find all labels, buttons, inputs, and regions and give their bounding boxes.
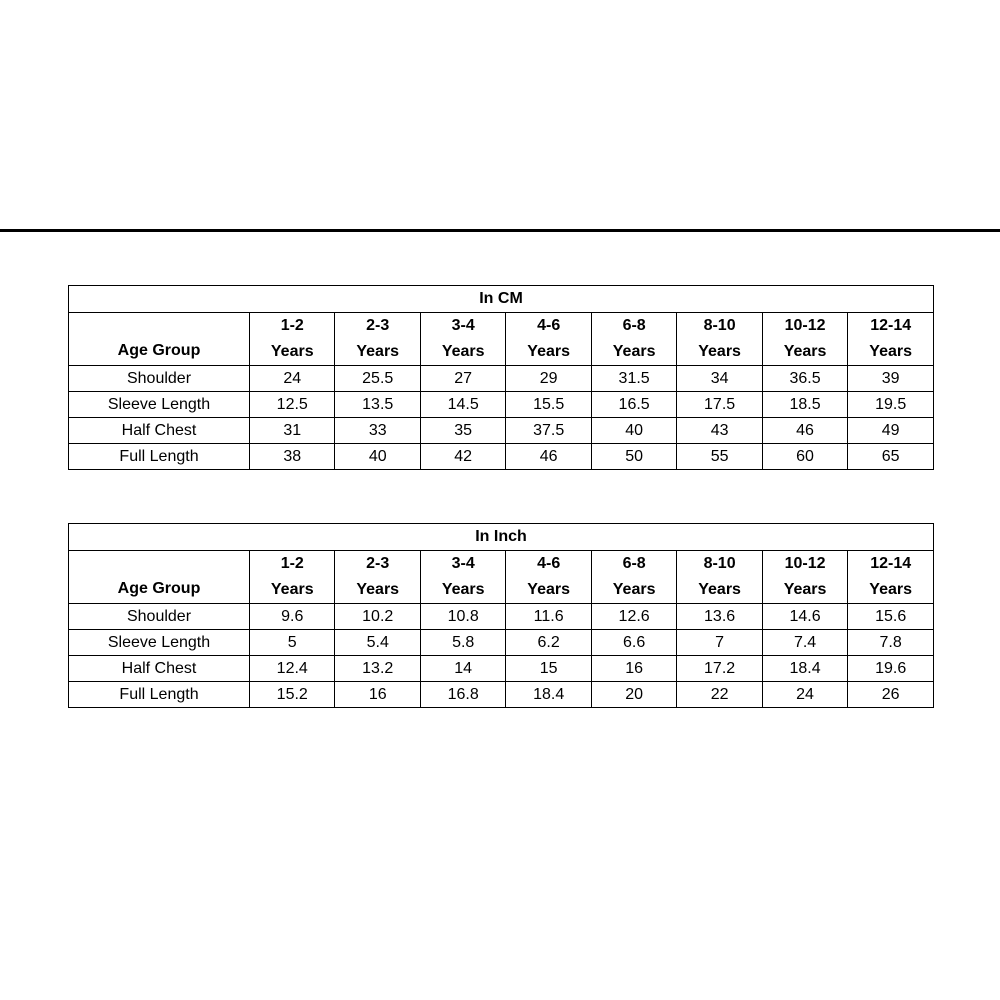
measurement-value: 11.6 (506, 604, 591, 630)
measurement-value: 17.5 (677, 392, 762, 418)
measurement-value: 50 (591, 444, 676, 470)
age-range-label: 6-8 (622, 555, 646, 572)
age-range-label: 6-8 (622, 317, 646, 334)
age-unit-label: Years (783, 343, 827, 360)
measurement-value: 25.5 (335, 366, 420, 392)
measurement-value: 12.5 (250, 392, 335, 418)
measurement-value: 14 (420, 656, 505, 682)
table-row (69, 604, 934, 630)
age-group-column-header (420, 551, 505, 604)
age-group-column-header (250, 313, 335, 366)
age-range-label: 12-14 (870, 555, 912, 572)
age-range-label: 2-3 (366, 317, 390, 334)
age-unit-label: Years (612, 581, 656, 598)
age-unit-label: Years (270, 581, 314, 598)
age-unit-label: Years (612, 343, 656, 360)
measurement-label: Shoulder (69, 604, 250, 630)
measurement-value: 19.5 (848, 392, 934, 418)
measurement-value: 65 (848, 444, 934, 470)
age-unit-label: Years (270, 343, 314, 360)
measurement-value: 18.4 (762, 656, 847, 682)
measurement-value: 31.5 (591, 366, 676, 392)
age-range-label: 12-14 (870, 317, 912, 334)
age-unit-label: Years (869, 343, 912, 360)
age-group-column-header (677, 551, 762, 604)
table-row (69, 630, 934, 656)
measurement-value: 7.4 (762, 630, 847, 656)
measurement-label: Shoulder (69, 366, 250, 392)
table-title-row (69, 524, 934, 551)
age-unit-label: Years (356, 581, 400, 598)
age-range-label: 1-2 (280, 555, 304, 572)
measurement-value: 17.2 (677, 656, 762, 682)
measurement-value: 38 (250, 444, 335, 470)
measurement-value: 12.6 (591, 604, 676, 630)
measurement-value: 26 (848, 682, 934, 708)
size-chart-table-inch (68, 523, 934, 708)
measurement-label: Half Chest (69, 418, 250, 444)
measurement-value: 33 (335, 418, 420, 444)
measurement-label: Sleeve Length (69, 392, 250, 418)
table-row (69, 418, 934, 444)
measurement-value: 7.8 (848, 630, 934, 656)
age-range-label: 1-2 (280, 317, 304, 334)
measurement-value: 15.6 (848, 604, 934, 630)
measurement-value: 5.8 (420, 630, 505, 656)
age-group-column-header (848, 313, 934, 366)
measurement-value: 14.5 (420, 392, 505, 418)
measurement-value: 13.5 (335, 392, 420, 418)
measurement-value: 6.2 (506, 630, 591, 656)
measurement-value: 24 (250, 366, 335, 392)
measurement-value: 13.2 (335, 656, 420, 682)
age-unit-label: Years (527, 343, 571, 360)
age-group-column-header (762, 313, 847, 366)
measurement-value: 37.5 (506, 418, 591, 444)
age-range-label: 10-12 (784, 555, 826, 572)
measurement-value: 18.5 (762, 392, 847, 418)
measurement-value: 16.8 (420, 682, 505, 708)
age-unit-label: Years (527, 581, 571, 598)
measurement-value: 13.6 (677, 604, 762, 630)
age-group-column-header (762, 551, 847, 604)
measurement-value: 36.5 (762, 366, 847, 392)
age-group-column-header (335, 313, 420, 366)
table-title: In CM (69, 286, 934, 313)
measurement-label: Full Length (69, 682, 250, 708)
age-group-header: Age Group (69, 551, 250, 604)
measurement-label: Sleeve Length (69, 630, 250, 656)
measurement-value: 35 (420, 418, 505, 444)
age-group-column-header (591, 313, 676, 366)
measurement-value: 19.6 (848, 656, 934, 682)
age-group-column-header (335, 551, 420, 604)
age-group-column-header (677, 313, 762, 366)
measurement-value: 34 (677, 366, 762, 392)
measurement-value: 6.6 (591, 630, 676, 656)
table-title-row (69, 286, 934, 313)
measurement-value: 5 (250, 630, 335, 656)
age-group-column-header (506, 551, 591, 604)
measurement-value: 18.4 (506, 682, 591, 708)
measurement-value: 12.4 (250, 656, 335, 682)
measurement-value: 46 (506, 444, 591, 470)
age-unit-label: Years (356, 343, 400, 360)
age-group-column-header (848, 551, 934, 604)
measurement-value: 9.6 (250, 604, 335, 630)
measurement-value: 60 (762, 444, 847, 470)
age-range-label: 10-12 (784, 317, 826, 334)
table-row (69, 366, 934, 392)
age-unit-label: Years (869, 581, 912, 598)
measurement-value: 22 (677, 682, 762, 708)
measurement-value: 15.5 (506, 392, 591, 418)
age-range-label: 3-4 (451, 317, 475, 334)
age-range-label: 3-4 (451, 555, 475, 572)
age-group-column-header (250, 551, 335, 604)
measurement-label: Half Chest (69, 656, 250, 682)
table-row (69, 656, 934, 682)
age-group-column-header (591, 551, 676, 604)
age-range-label: 4-6 (537, 317, 561, 334)
measurement-value: 7 (677, 630, 762, 656)
measurement-value: 24 (762, 682, 847, 708)
measurement-value: 49 (848, 418, 934, 444)
measurement-value: 10.2 (335, 604, 420, 630)
measurement-value: 42 (420, 444, 505, 470)
measurement-value: 27 (420, 366, 505, 392)
measurement-value: 43 (677, 418, 762, 444)
age-unit-label: Years (783, 581, 827, 598)
age-range-label: 8-10 (703, 555, 736, 572)
age-unit-label: Years (441, 581, 485, 598)
measurement-value: 16 (591, 656, 676, 682)
measurement-value: 15.2 (250, 682, 335, 708)
age-unit-label: Years (441, 343, 485, 360)
measurement-value: 46 (762, 418, 847, 444)
table-header-row (69, 551, 934, 604)
measurement-value: 31 (250, 418, 335, 444)
table-header-row (69, 313, 934, 366)
age-group-header: Age Group (69, 313, 250, 366)
measurement-value: 40 (591, 418, 676, 444)
table-row (69, 682, 934, 708)
measurement-value: 16 (335, 682, 420, 708)
age-group-column-header (420, 313, 505, 366)
measurement-value: 55 (677, 444, 762, 470)
age-group-column-header (506, 313, 591, 366)
measurement-value: 14.6 (762, 604, 847, 630)
measurement-value: 20 (591, 682, 676, 708)
measurement-value: 39 (848, 366, 934, 392)
size-chart-table-cm (68, 285, 934, 470)
age-range-label: 8-10 (703, 317, 736, 334)
measurement-label: Full Length (69, 444, 250, 470)
measurement-value: 5.4 (335, 630, 420, 656)
table-row (69, 444, 934, 470)
table-title: In Inch (69, 524, 934, 551)
measurement-value: 16.5 (591, 392, 676, 418)
age-range-label: 2-3 (366, 555, 390, 572)
age-unit-label: Years (698, 581, 741, 598)
top-divider-line (0, 229, 1000, 232)
measurement-value: 40 (335, 444, 420, 470)
table-row (69, 392, 934, 418)
age-unit-label: Years (698, 343, 741, 360)
measurement-value: 10.8 (420, 604, 505, 630)
measurement-value: 29 (506, 366, 591, 392)
measurement-value: 15 (506, 656, 591, 682)
age-range-label: 4-6 (537, 555, 561, 572)
